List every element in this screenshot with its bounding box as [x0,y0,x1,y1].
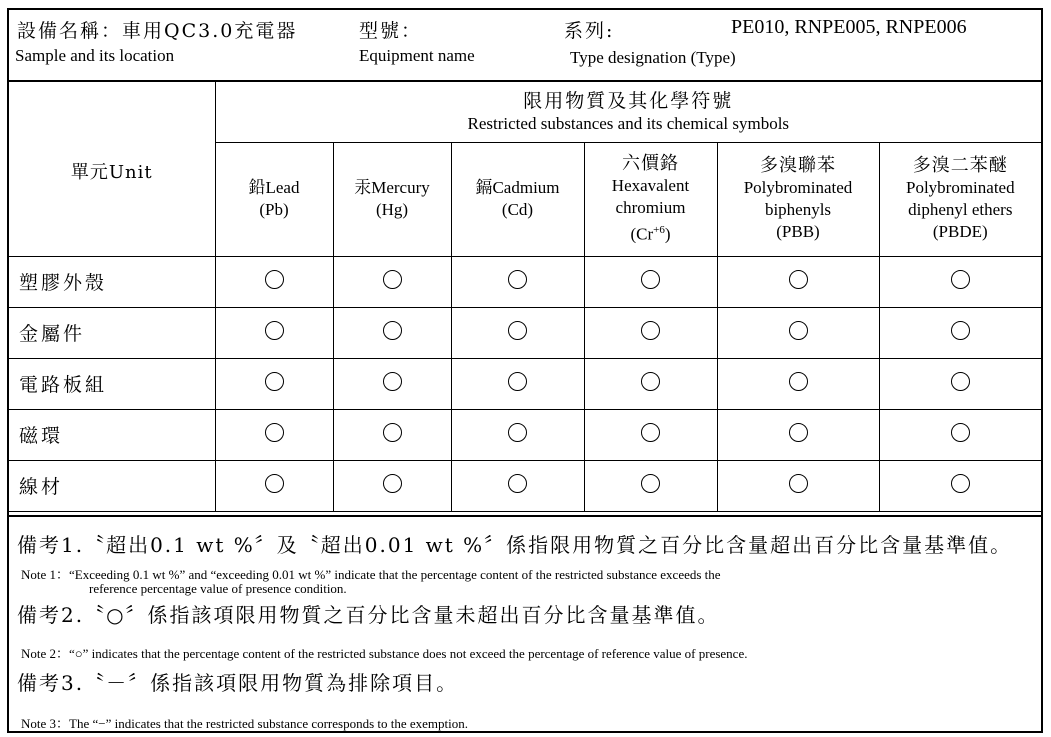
mark-cell [215,307,333,358]
equipment-name-zh: 設備名稱：車用QC3.0充電器 [17,20,298,42]
group-header-en: Restricted substances and its chemical symbols [467,113,790,133]
model-label-zh: 型號： [359,20,423,42]
mark-cell [879,307,1041,358]
column-header-1 [333,142,451,256]
column-header-line: diphenyl ethers [908,200,1013,219]
mark-cell [215,409,333,460]
mark-cell [215,358,333,409]
circle-icon [951,372,970,391]
note1-zh: 備考1.〝超出0.1 wt %〞及〝超出0.01 wt %〞係指限用物質之百分比含量超出百分比含量基準值。 [17,533,1013,557]
column-header-line: 多溴聯苯 [760,155,836,176]
row-label: 金屬件 [9,307,215,358]
mark-cell [717,307,879,358]
circle-icon [951,474,970,493]
circle-icon [383,321,402,340]
restricted-substances-table [9,82,1041,512]
circle-icon [508,321,527,340]
column-header-line: (Cd) [501,200,534,219]
mark-cell [584,358,717,409]
column-header-line: 鎘Cadmium [475,178,560,197]
mark-cell [215,460,333,511]
column-header-line: Hexavalent [611,175,690,195]
table-row [9,256,1041,307]
circle-icon [508,270,527,289]
mark-cell [879,256,1041,307]
rohs-declaration-sheet [7,8,1043,733]
series-value: PE010, RNPE005, RNPE006 [731,16,967,38]
sample-location-en: Sample and its location [15,46,175,65]
column-header-0 [215,142,333,256]
circle-icon [951,321,970,340]
table-row [9,409,1041,460]
mark-cell [333,256,451,307]
equipment-name-en: Equipment name [359,46,475,65]
mark-cell [333,460,451,511]
mark-cell [584,409,717,460]
column-header-line: 鉛Lead [248,178,300,197]
series-label-zh: 系列: [564,20,615,42]
table-body [9,256,1041,511]
column-header-line: (Pb) [259,200,289,219]
circle-icon [641,270,660,289]
circle-icon [508,474,527,493]
circle-icon [265,270,284,289]
circle-icon [789,474,808,493]
circle-icon [951,423,970,442]
column-header-3 [584,142,717,256]
column-header-line: 多溴二苯醚 [912,155,1008,176]
mark-cell [879,460,1041,511]
row-label: 線材 [9,460,215,511]
notes-section [9,515,1041,733]
mark-cell [451,307,584,358]
mark-cell [584,307,717,358]
column-header-4 [717,142,879,256]
circle-icon [265,423,284,442]
table-row [9,307,1041,358]
circle-icon [508,423,527,442]
mark-cell [584,256,717,307]
mark-cell [451,460,584,511]
mark-cell [717,358,879,409]
mark-cell [451,256,584,307]
column-header-line: (Hg) [375,200,409,219]
circle-icon [265,372,284,391]
column-header-line: (PBB) [776,222,820,241]
circle-icon [641,321,660,340]
column-header-line: 六價鉻 [622,152,679,174]
circle-icon [383,372,402,391]
mark-cell [333,358,451,409]
mark-cell [879,409,1041,460]
column-header-line: 汞Mercury [354,178,430,197]
circle-icon [951,270,970,289]
circle-icon [641,372,660,391]
row-label: 磁環 [9,409,215,460]
note2-en: Note 2：“○” indicates that the percentage content of the restricted substance does not exceed the percentage of reference value of presence. [21,646,748,661]
type-designation-en: Type designation (Type) [570,48,736,67]
circle-icon [789,372,808,391]
column-header-5 [879,142,1041,256]
circle-icon [641,474,660,493]
unit-header-label: 單元Unit [70,162,153,183]
column-header-line: $(Cr^{+6})$ [630,223,671,244]
circle-icon [383,270,402,289]
circle-icon [508,372,527,391]
column-header-line: biphenyls [764,200,832,219]
mark-cell [451,409,584,460]
note1-en-line1: Note 1：“Exceeding 0.1 wt %” and “exceeding 0.01 wt %” indicate that the percentage content of the restricted substance exceeds the [21,567,721,582]
column-header-line: Polybrominated [743,178,853,197]
note1-en-line2: reference percentage value of presence condition. [89,581,347,596]
column-header-2 [451,142,584,256]
table-row [9,460,1041,511]
mark-cell [215,256,333,307]
mark-cell [717,460,879,511]
note2-zh: 備考2.〝○〞係指該項限用物質之百分比含量未超出百分比含量基準值。 [17,603,720,627]
mark-cell [333,409,451,460]
mark-cell [584,460,717,511]
mark-cell [717,409,879,460]
circle-icon [265,474,284,493]
circle-icon [789,423,808,442]
mark-cell [717,256,879,307]
header-section [9,10,1041,82]
circle-icon [789,321,808,340]
row-label: 電路板組 [9,358,215,409]
note3-en: Note 3：The “−” indicates that the restricted substance corresponds to the exemption. [21,716,469,731]
column-header-line: Polybrominated [905,178,1015,197]
table-row [9,358,1041,409]
mark-cell [451,358,584,409]
circle-icon [383,423,402,442]
substances-group-header [215,82,1041,142]
circle-icon [789,270,808,289]
circle-icon [641,423,660,442]
circle-icon [383,474,402,493]
column-header-line: (PBDE) [932,222,988,241]
column-header-line: chromium [615,197,686,217]
mark-cell [333,307,451,358]
mark-cell [879,358,1041,409]
unit-header [9,82,215,256]
row-label: 塑膠外殼 [9,256,215,307]
group-header-zh: 限用物質及其化學符號 [523,89,734,112]
note3-zh: 備考3.〝－〞係指該項限用物質為排除項目。 [17,671,459,695]
circle-icon [265,321,284,340]
